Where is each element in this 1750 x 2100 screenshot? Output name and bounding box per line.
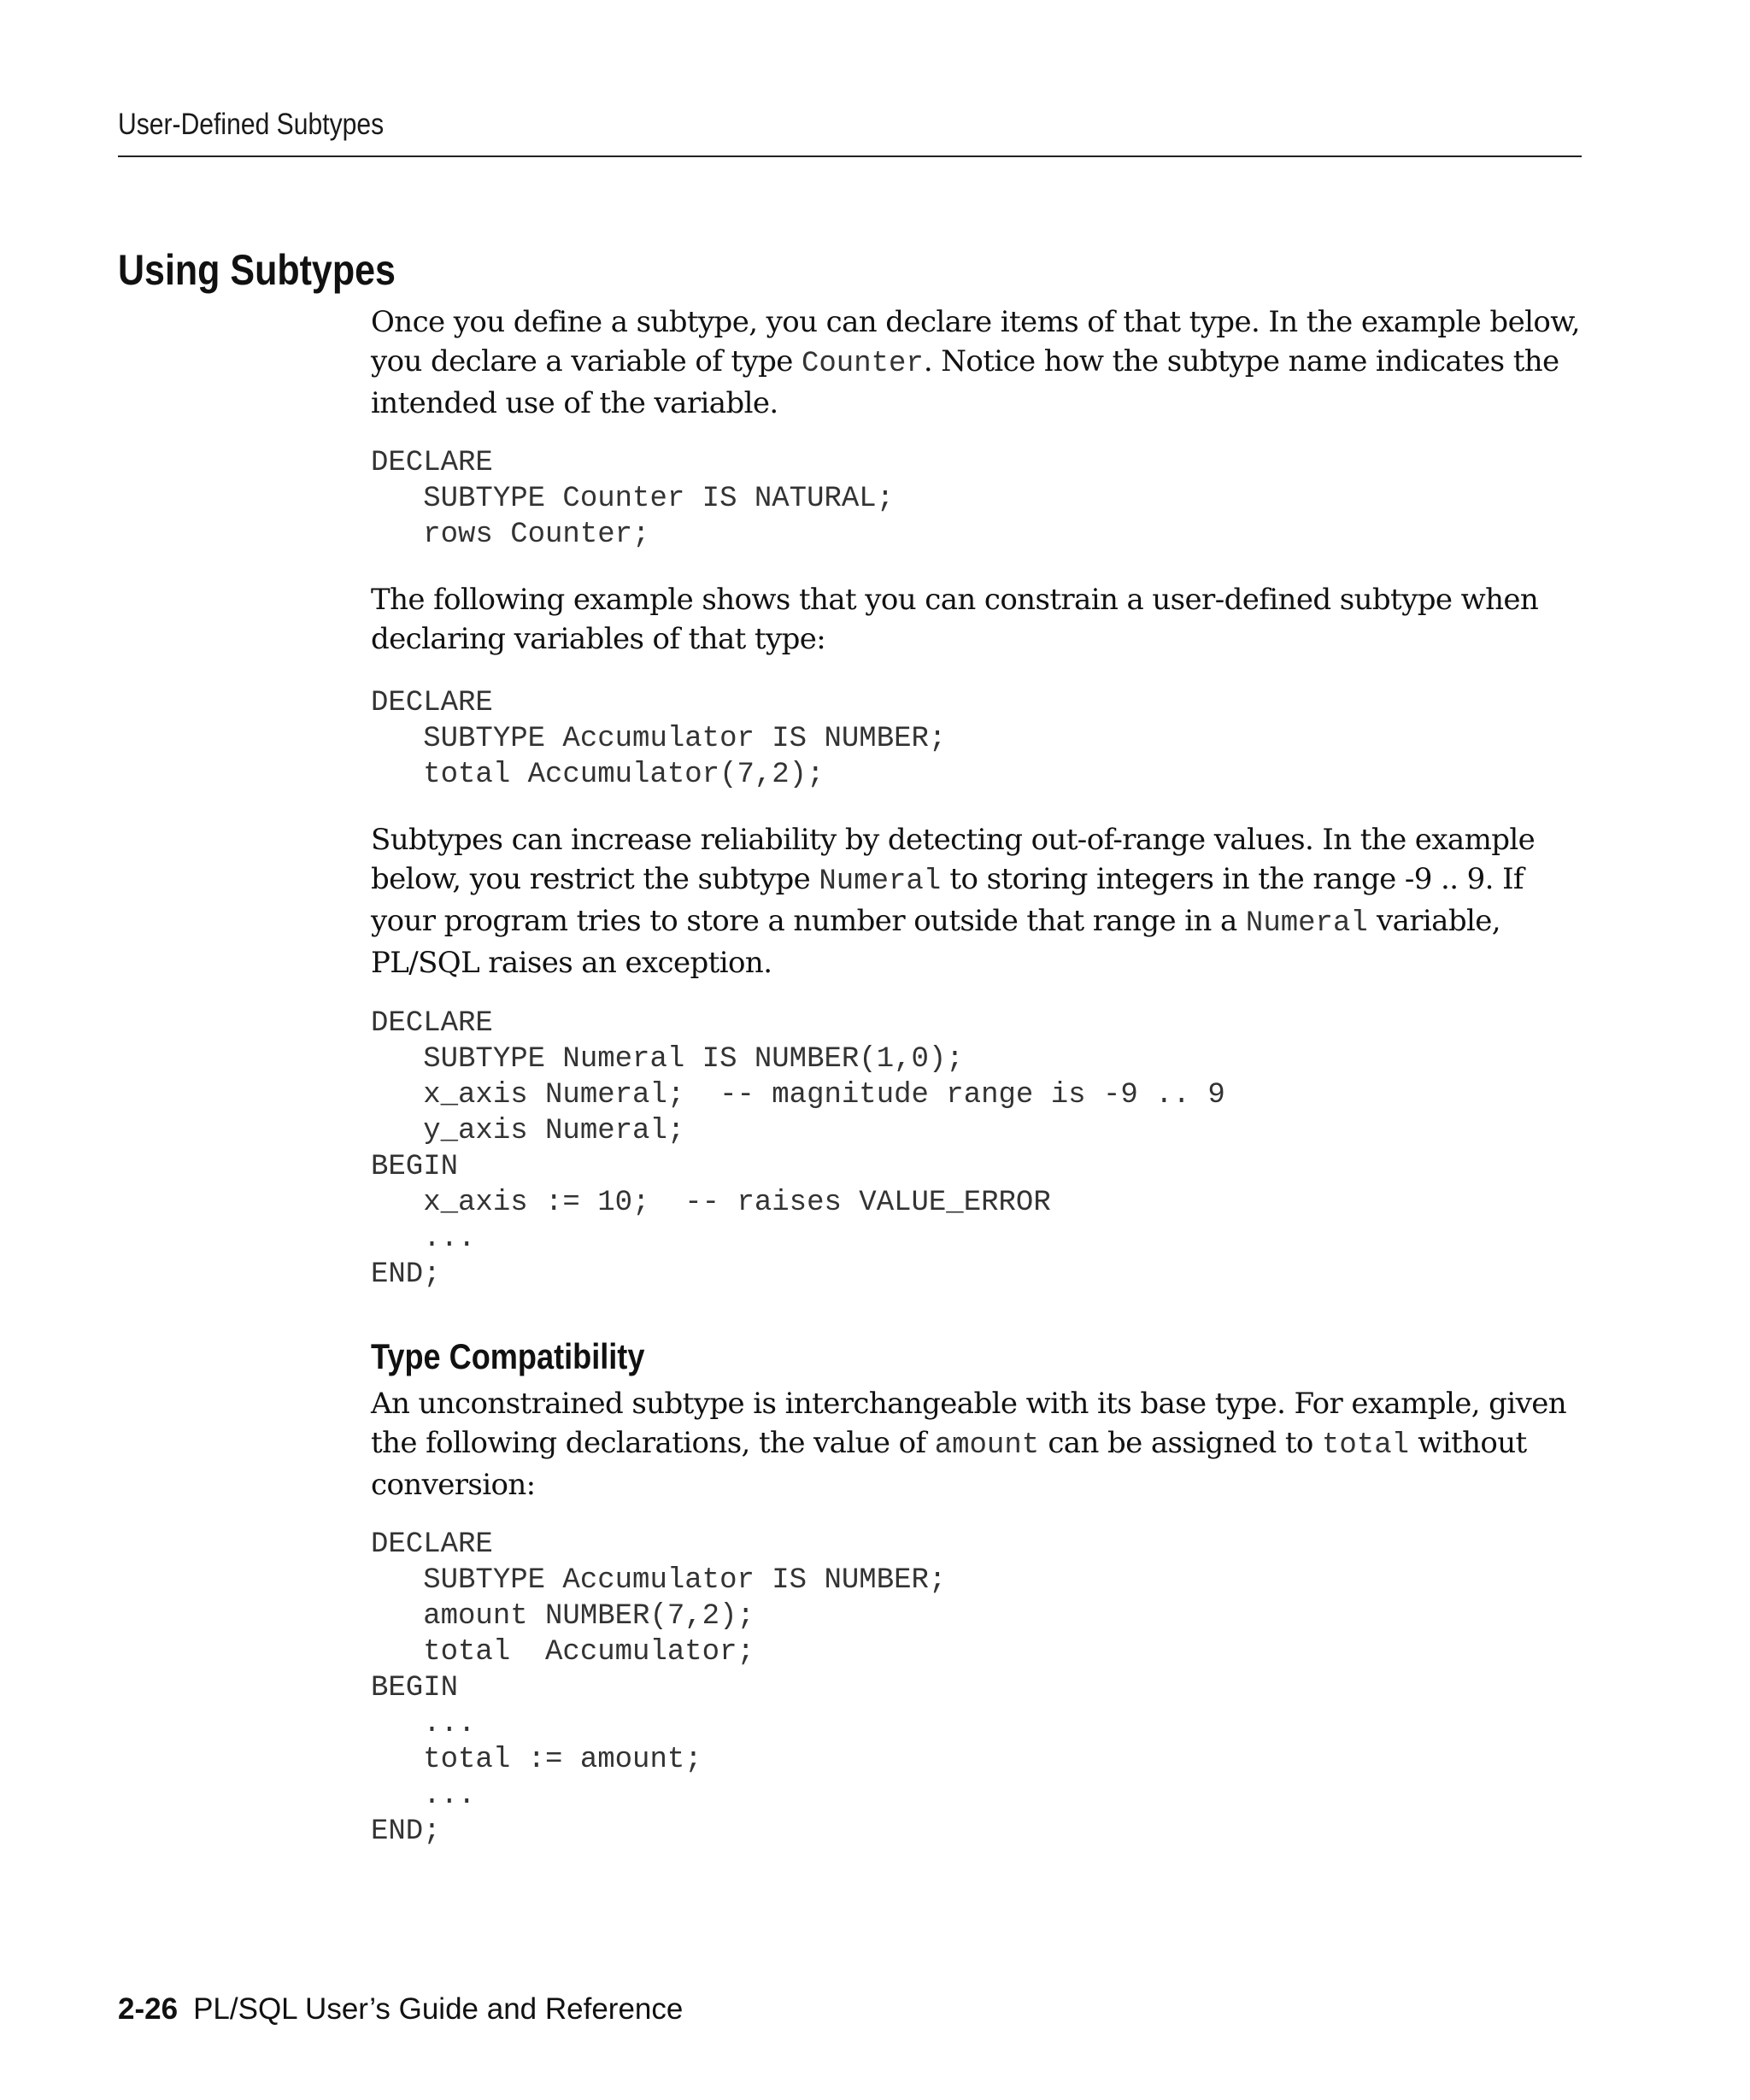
compatibility-text-2: can be assigned to (1039, 1426, 1322, 1460)
reliability-text-3: variable, PL/SQL raises an exception. (371, 904, 1501, 980)
intro-text-1: Once you define a subtype, you can declare items of that type. In the example below, you declare a variable of type (371, 305, 1580, 378)
compatibility-text-1: An unconstrained subtype is interchangeable with its base type. For example, given the following declarations, the value of (371, 1387, 1567, 1460)
running-header: User-Defined Subtypes (118, 108, 385, 141)
inline-code-total: total (1321, 1429, 1410, 1462)
header-divider (118, 155, 1582, 157)
intro-text-2: . Notice how the subtype name indicates the intended use of the variable. (371, 344, 1559, 420)
intro-paragraph (371, 302, 1593, 423)
constrain-paragraph: The following example shows that you can constrain a user-defined subtype when declaring variables of that type: (371, 583, 1539, 656)
inline-code-counter: Counter (801, 348, 924, 380)
compatibility-text-3: without conversion: (371, 1426, 1527, 1502)
reliability-text-2: to storing integers in the range -9 .. 9. If your program tries to store a number outside that range in a (371, 862, 1524, 938)
inline-code-numeral-2: Numeral (1245, 907, 1368, 940)
code-block-counter: DECLARE SUBTYPE Counter IS NATURAL; rows Counter; (371, 447, 895, 551)
subsection-heading: Type Compatibility (371, 1336, 645, 1376)
code-block-compatibility: DECLARE SUBTYPE Accumulator IS NUMBER; amount NUMBER(7,2); total Accumulator; BEGIN ... total := amount; ... END; (371, 1528, 947, 1848)
code-block-numeral: DECLARE SUBTYPE Numeral IS NUMBER(1,0); x_axis Numeral; -- magnitude range is -9 .. 9 y_axis Numeral; BEGIN x_axis := 10; -- raises VALUE_ERROR ... END; (371, 1007, 1225, 1291)
page-footer (118, 1992, 683, 2027)
code-block-accumulator: DECLARE SUBTYPE Accumulator IS NUMBER; total Accumulator(7,2); (371, 687, 947, 791)
inline-code-amount: amount (934, 1429, 1040, 1462)
book-title: PL/SQL User’s Guide and Reference (193, 1992, 684, 2026)
page-number: 2-26 (118, 1992, 179, 2026)
reliability-text-1: Subtypes can increase reliability by detecting out-of-range values. In the example below, you restrict the subtype (371, 823, 1536, 896)
compatibility-paragraph (371, 1384, 1593, 1505)
reliability-paragraph (371, 820, 1593, 983)
inline-code-numeral-1: Numeral (819, 865, 942, 898)
section-heading: Using Subtypes (118, 246, 396, 294)
